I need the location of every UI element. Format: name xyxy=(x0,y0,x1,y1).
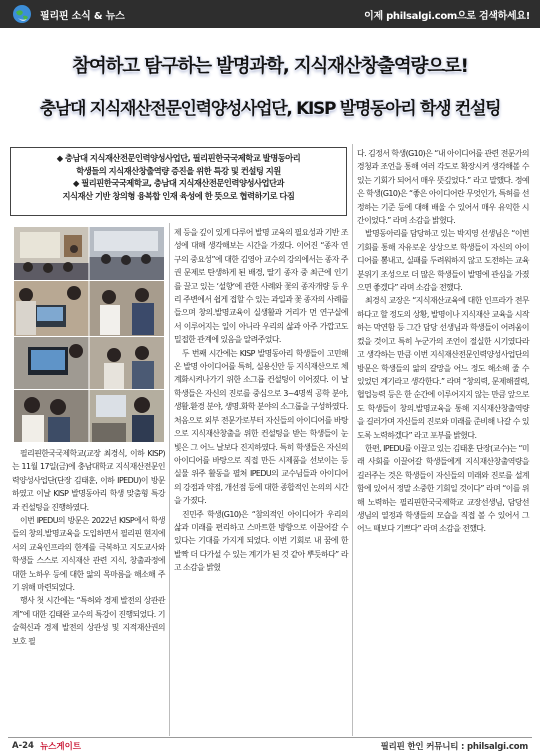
paragraph: 진민주 학생(G10)은 “참의적인 아이디어가 우리의 삶과 미래를 편리하고 스마트한 방향으로 이끌어갈 수 있다는 기대를 가지게 되었다. 이번 기회로 내 꿈에 한 발짝 더 다가설 수 있는 계기가 된 것 같아 뿌듯하다” 라고 소감을 밝혔 xyxy=(174,509,348,573)
paragraph: 필리핀한국국제학교(교장 최경식, 이하 KISP)는 11월 17일(금)에 충남대학교 지식재산전문인력양성사업단(단장 김태훈, 이하 IPEDU)이 방문하였고 이날 KISP 발명동아리 학생 맞춤형 특강과 컨설팅을 진행하였다. xyxy=(12,449,165,512)
header-slogan: 이제 philsalgi.com으로 검색하세요! xyxy=(364,10,530,22)
summary-line: ◆ 필리핀한국국제학교, 충남대 지식재산전문인력양성사업단과 xyxy=(72,178,285,189)
footer-site: 필리핀 한인 커뮤니티 : philsalgi.com xyxy=(380,742,528,752)
paragraph: 발명동아리를 담당하고 있는 박지영 선생님은 “이번 기회를 통해 자유로운 상상으로 학생들이 자신의 아이디어를 뽐내고, 실패를 두려워하지 않고 도전하는 교육 분위기 조성으로 더 많은 학생들이 발명에 관심을 가졌으면 좋겠다” 라며 소감을 전했다. xyxy=(357,229,529,293)
paragraph: 이번 IPEDU의 방문은 2022년 KISP에서 학생들의 창의․발명교육을 도입하면서 필리핀 현지에서의 교육인프라의 한계를 극복하고 지도교사와 학생들 스스로 지식재산 관련 지식, 창출과정에 대한 노하우 등에 대한 앎의 목마름을 해소해 주기 위해 마련되었다. xyxy=(12,516,165,593)
header-bar xyxy=(0,0,540,28)
paragraph: 두 번째 시간에는 KISP 발명동아리 학생들이 고민해 온 발명 아이디어를 특허, 실용신안 등 지식재산으로 체계화시켜나가기 위한 소그룹 컨설팅이 이어졌다. 이 날 학생들은 자신의 진로를 중심으로 3~4명씩 공학 분야, 생활․환경 분야, 생명․화학 분야의 소그룹을 구성하였다. 처음으로 외부 전문가로부터 자신들의 아이디어를 바탕으로 지식재산창출을 위한 컨설팅을 받는 학생들이 눈빛은 그 어느 날보다 진지하였다. 특히 학생들은 자신의 아이디어를 바탕으로 직접 만든 시제품을 선보이는 등 실물 위주 활동을 펼쳐 IPEDU의 교수님들과 아이디어의 강점과 약점, 개선점 등에 대한 종합적인 논의의 시간을 가졌다. xyxy=(174,348,348,506)
summary-line: 학생들의 지식재산창출역량 증진을 위한 특강 및 컨설팅 지원 xyxy=(76,165,281,176)
paragraph: 한편, IPEDU를 이끌고 있는 김태훈 단장(교수)는 “미래 사회를 이끌어갈 학생들에게 지식재산창출역량을 길러주는 것은 학생들이 자신들의 미래와 진로를 설계함에 있어서 정말 소중한 기회일 것이다” 라며 “이를 위해 노력하는 필리핀한국국제학교 교장선생님, 담당선생님의 열정과 학생들의 모습을 직접 볼 수 있어서 그 어느 때보다 기쁘다” 라며 소감을 전했다. xyxy=(357,443,529,534)
footer-rule xyxy=(8,737,532,738)
paragraph: 다. 김정서 학생(G10)은 “내 아이디어를 관련 전문가의 경청과 조언을 통해 여러 각도로 확장시켜 생각해볼 수 있는 기회가 되어서 매우 뜻깊었다.” 라고 말했다. 정예은 학생(G10)은 “좋은 아이디어란 무엇인가, 특허를 선정하는 기준 등에 대해 배울 수 있어서 매우 유익한 시간이었다.” 라며 소감을 밝혔다. xyxy=(357,149,529,226)
headline: 참여하고 탐구하는 발명과학, 지식재산창출역량으로! xyxy=(72,56,468,77)
page-number: A-24 xyxy=(12,741,34,751)
article-photo-collage xyxy=(14,227,164,442)
column-rule xyxy=(169,223,170,736)
summary-line: ◆ 충남대 지식재산전문인력양성사업단, 필리핀한국국제학교 발명동아리 xyxy=(56,153,301,163)
summary-box xyxy=(10,147,347,216)
paragraph: 행사 첫 시간에는 “특허와 경제 발전의 상관관계”에 대한 김태완 교수의 특강이 진행되었다. 기술혁신과 경제 발전의 상관성 및 지적재산권의 보호 필 xyxy=(12,596,165,646)
subheadline: 충남대 지식재산전문인력양성사업단, KISP 발명동아리 학생 컨설팅 xyxy=(39,99,501,119)
photo-collage-image xyxy=(14,227,164,442)
paragraph: 제 등을 깊이 있게 다루어 발명 교육의 필요성과 기반 조성에 대해 생각해보는 시간을 가졌다. 이어진 “종자 연구의 중요성”에 대한 김영아 교수의 강의에서는 종자 주권 문제로 탄생하게 된 배경, 딸기 종자 중 최근에 인기를 끌고 있는 ‘설향’에 관한 사례와 꽃의 종자개량 등 우리 주변에서 쉽게 접할 수 있는 과일과 꽃 종자의 사례를 들으며 창의․발명교육이 실생활과 거리가 먼 연구실에서 이루어지는 일이 아니라 우리의 삶과 아주 가깝고도 밀접한 관계에 있음을 알려주었다. xyxy=(174,228,348,345)
publication-brand: 뉴스게이트 xyxy=(39,742,81,752)
globe-logo-icon xyxy=(12,4,32,24)
article-column-3 xyxy=(357,147,529,536)
paragraph: 최경식 교장은 “지식재산교육에 대한 인프라가 전무하다고 할 정도의 상황, 발명이나 지식재산 교육을 시작하는 막연함 등 그간 담당 선생님과 학생들이 어려움이 컸을 것이고 특히 누군가의 조언이 절실한 시기였다라고 생각하는 만큼 이번 지식재산전문인력양성사업단의 방문은 학생들의 앎의 갈망을 어느 정도 해소해 줄 수 있었던 계기라고 생각한다.” 라며 “창의력, 문제해결력, 협업능력 등은 한 순간에 이루어지지 않는 만큼 앞으로도 학생들이 창의․발명교육을 통해 지식재산창출역량을 길러가며 자신들의 진로와 미래를 준비해 나갈 수 있도록 노력하겠다” 라고 포부를 밝혔다. xyxy=(357,296,529,440)
column-rule xyxy=(352,144,353,736)
section-title: 필리핀 소식 & 뉴스 xyxy=(40,10,125,22)
article-column-1 xyxy=(12,447,165,648)
footer-left xyxy=(12,740,81,752)
summary-line: 지식재산 기반 창의형 융복합 인재 육성에 한 뜻으로 협력하기로 다짐 xyxy=(62,190,295,201)
article-column-2 xyxy=(174,226,348,575)
